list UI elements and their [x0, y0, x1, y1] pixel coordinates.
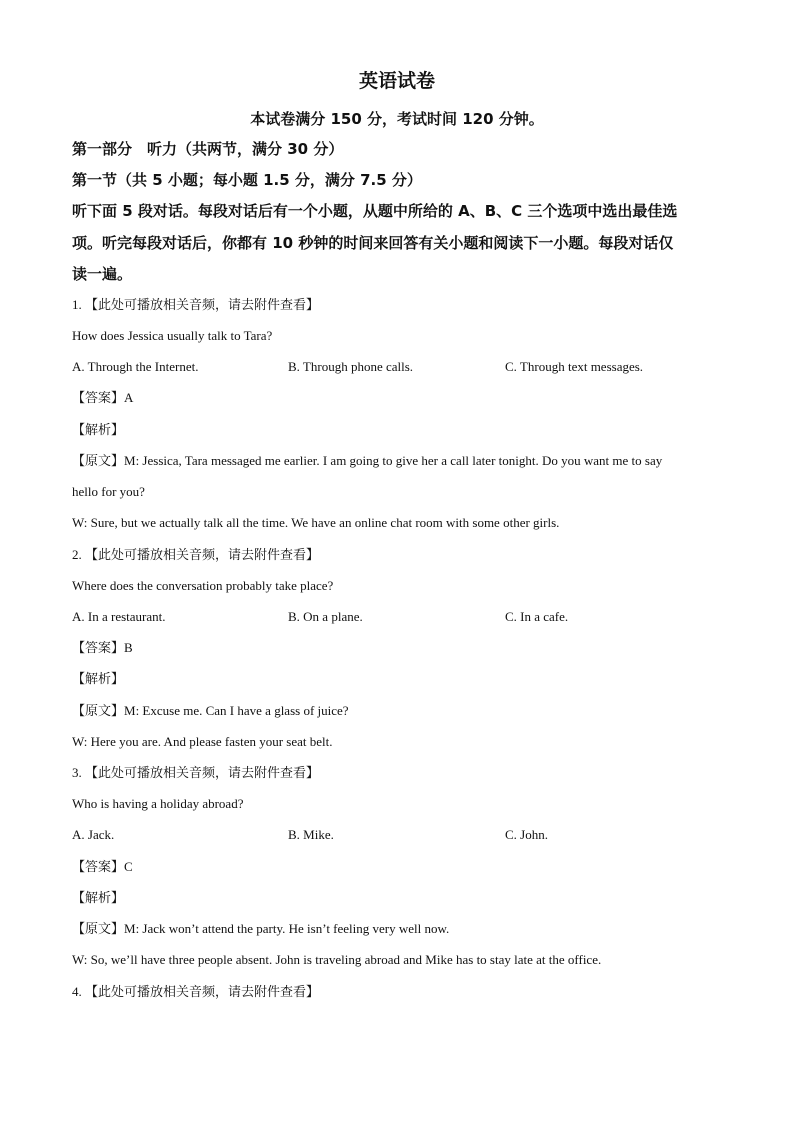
question-1-answer — [72, 389, 732, 408]
transcript-text: M: Excuse me. Can I have a glass of juice? — [124, 703, 349, 718]
answer-value: C — [124, 859, 133, 874]
option-c[interactable]: C. Through text messages. — [505, 359, 644, 374]
question-1-transcript-2: hello for you? — [72, 484, 145, 499]
answer-tag: 【答案】 — [72, 860, 125, 875]
question-2-transcript-1 — [72, 702, 732, 721]
audio-link[interactable]: 【此处可播放相关音频，请去附件查看】 — [85, 548, 320, 563]
question-2-answer — [72, 639, 732, 658]
question-3-answer — [72, 858, 732, 877]
page-title: 英语试卷 — [358, 70, 435, 92]
transcript-text: M: Jessica, Tara messaged me earlier. I am going to give her a call later tonight. Do you want me to say — [124, 453, 663, 468]
question-number: 2. — [72, 547, 82, 562]
question-3-options — [72, 826, 732, 844]
option-a[interactable]: A. Through the Internet. — [72, 359, 199, 374]
answer-tag: 【答案】 — [72, 641, 125, 656]
question-1-header — [72, 296, 732, 315]
analysis-tag: 【解析】 — [72, 672, 125, 687]
option-b[interactable]: B. Through phone calls. — [288, 359, 414, 374]
question-number: 1. — [72, 297, 82, 312]
analysis-tag: 【解析】 — [72, 891, 125, 906]
question-4-header — [72, 983, 732, 1002]
answer-value: A — [124, 390, 134, 405]
question-2-options — [72, 608, 732, 626]
option-a[interactable]: A. Jack. — [72, 827, 115, 842]
answer-value: B — [124, 640, 133, 655]
instructions-line-3: 读一遍。 — [72, 265, 133, 283]
option-c[interactable]: C. In a cafe. — [505, 609, 569, 624]
audio-link[interactable]: 【此处可播放相关音频，请去附件查看】 — [85, 985, 320, 1000]
question-3-header — [72, 764, 732, 783]
question-1-analysis — [72, 421, 732, 440]
question-3-analysis — [72, 889, 732, 908]
question-number: 3. — [72, 765, 82, 780]
original-tag: 【原文】 — [72, 454, 125, 469]
answer-tag: 【答案】 — [72, 391, 125, 406]
option-b[interactable]: B. On a plane. — [288, 609, 363, 624]
analysis-tag: 【解析】 — [72, 423, 125, 438]
question-1-text: How does Jessica usually talk to Tara? — [72, 328, 273, 343]
transcript-text: M: Jack won’t attend the party. He isn’t feeling very well now. — [124, 921, 450, 936]
option-c[interactable]: C. John. — [505, 827, 548, 842]
question-3-text: Who is having a holiday abroad? — [72, 796, 244, 811]
question-1-transcript-3: W: Sure, but we actually talk all the time. We have an online chat room with some other girls. — [72, 515, 560, 530]
question-2-text: Where does the conversation probably take place? — [72, 578, 334, 593]
instructions-line-2: 项。听完每段对话后，你都有 10 秒钟的时间来回答有关小题和阅读下一小题。每段对话仅 — [72, 234, 674, 252]
option-b[interactable]: B. Mike. — [288, 827, 334, 842]
original-tag: 【原文】 — [72, 704, 125, 719]
question-3-transcript-1 — [72, 920, 732, 939]
part-heading: 第一部分 听力（共两节，满分 30 分） — [72, 140, 344, 158]
question-3-transcript-2: W: So, we’ll have three people absent. John is traveling abroad and Mike has to stay late at the office. — [72, 952, 602, 967]
exam-subtitle: 本试卷满分 150 分，考试时间 120 分钟。 — [250, 110, 544, 128]
original-tag: 【原文】 — [72, 922, 125, 937]
question-2-header — [72, 546, 732, 565]
question-1-transcript-1 — [72, 452, 732, 471]
option-a[interactable]: A. In a restaurant. — [72, 609, 166, 624]
question-2-analysis — [72, 670, 732, 689]
question-2-transcript-2: W: Here you are. And please fasten your seat belt. — [72, 734, 333, 749]
question-number: 4. — [72, 984, 82, 999]
instructions-line-1: 听下面 5 段对话。每段对话后有一个小题，从题中所给的 A、B、C 三个选项中选出最佳选 — [72, 202, 678, 220]
audio-link[interactable]: 【此处可播放相关音频，请去附件查看】 — [85, 298, 320, 313]
audio-link[interactable]: 【此处可播放相关音频，请去附件查看】 — [85, 766, 320, 781]
question-1-options — [72, 358, 732, 376]
section-heading: 第一节（共 5 小题；每小题 1.5 分，满分 7.5 分） — [72, 171, 422, 189]
